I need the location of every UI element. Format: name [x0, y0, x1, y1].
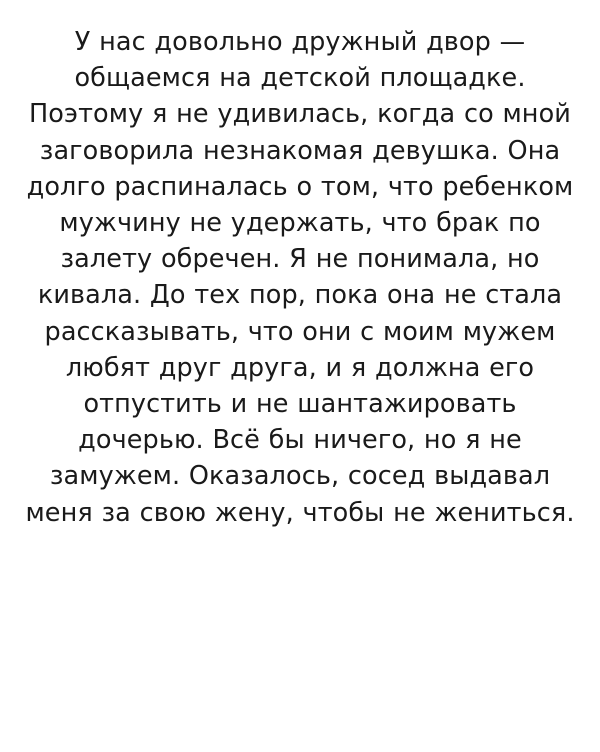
story-text [18, 24, 582, 531]
story-paragraph: У нас довольно дружный двор — общаемся на детской площадке. Поэтому я не удивилась, когда со мной заговорила незнакомая девушка. Она долго распиналась о том, что ребенком мужчину не удержать, что брак по залету обречен. Я не понимала, но кивала. До тех пор, пока она не стала рассказывать, что они с моим мужем любят друг друга, и я должна его отпустить и не шантажировать дочерью. Всё бы ничего, но я не замужем. Оказалось, сосед выдавал меня за свою жену, чтобы не жениться. [25, 27, 575, 528]
